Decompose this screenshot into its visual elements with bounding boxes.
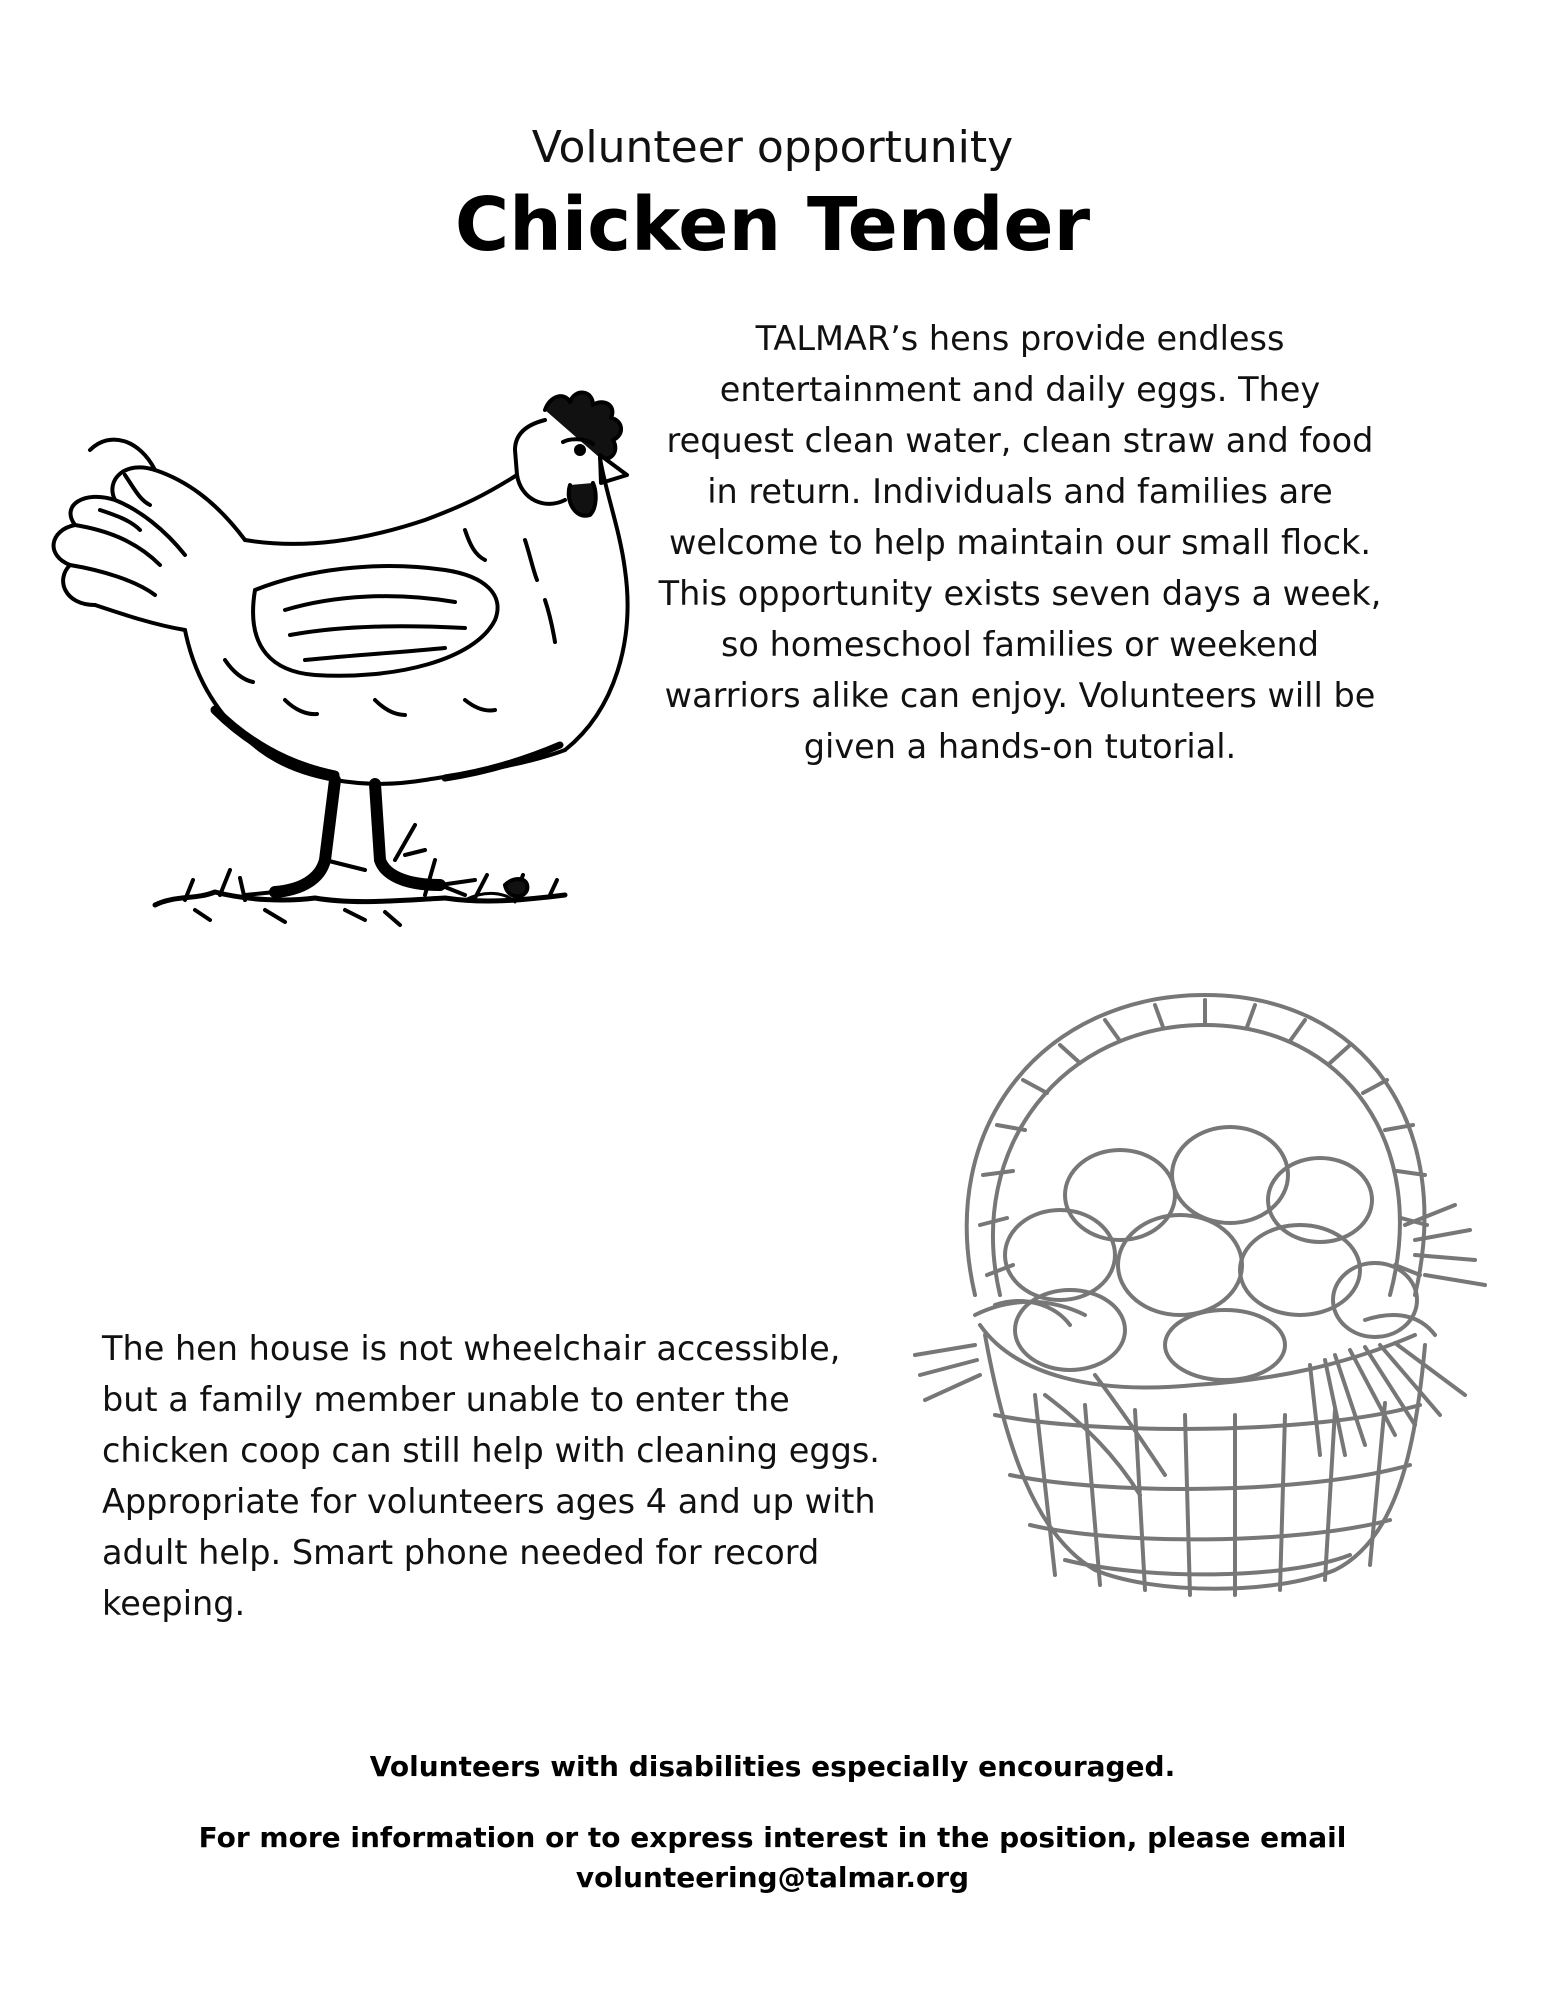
flyer-header (0, 120, 1545, 270)
flyer-subtitle: Volunteer opportunity (531, 122, 1014, 173)
egg-basket-illustration (895, 975, 1515, 1615)
encouragement-note: Volunteers with disabilities especially encouraged. (369, 1750, 1176, 1783)
contact-line: For more information or to express interest in the position, please email (198, 1821, 1347, 1854)
contact-email[interactable]: volunteering@talmar.org (575, 1861, 970, 1894)
flyer-title: Chicken Tender (454, 182, 1091, 268)
intro-paragraph: TALMAR’s hens provide endless entertainment and daily eggs. They request clean water, clean straw and food in return. Individuals and families are welcome to help maintain our small flock. This opportunity exists seven days a week, so homeschool families or weekend warriors alike can enjoy. Volunteers will be given a hands-on tutorial. (658, 319, 1382, 766)
contact-block (0, 1818, 1545, 1898)
accessibility-paragraph: The hen house is not wheelchair accessible, but a family member unable to enter the chicken coop can still help with cleaning eggs. Appropriate for volunteers ages 4 and up with adult help. Smart phone needed for record keeping. (102, 1329, 880, 1623)
hen-illustration (45, 380, 665, 1000)
